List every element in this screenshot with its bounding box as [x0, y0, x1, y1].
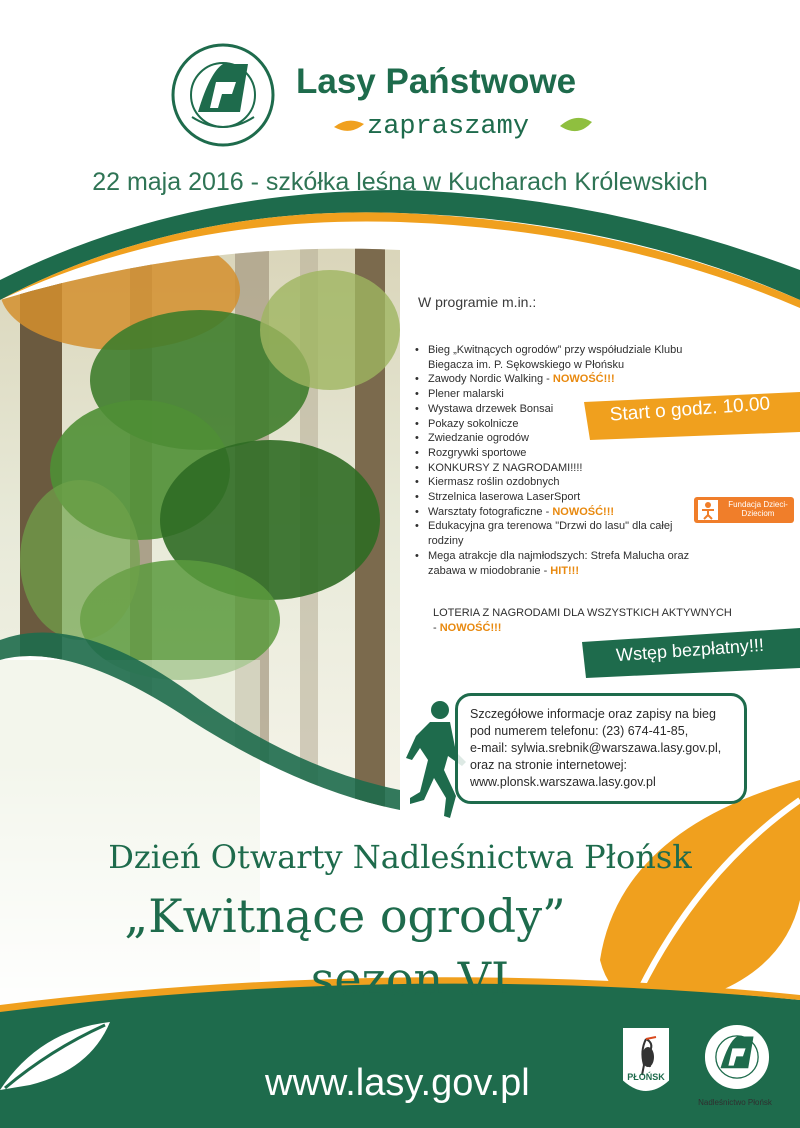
orange-leaf-icon: [332, 118, 366, 136]
info-line: pod numerem telefonu: (23) 674-41-85,: [470, 724, 689, 738]
program-item-tag: NOWOŚĆ!!!: [552, 505, 615, 518]
program-item: [415, 505, 705, 520]
program-item-text: Zawody Nordic Walking -: [428, 373, 553, 386]
program-item-text: Strzelnica laserowa LaserSport: [428, 491, 581, 504]
program-item-tag: HIT!!!: [550, 564, 580, 577]
program-item-text: Wystawa drzewek Bonsai: [428, 402, 554, 415]
website-link[interactable]: www.lasy.gov.pl: [265, 1062, 530, 1104]
program-item-text: Warsztaty fotograficzne -: [428, 505, 553, 518]
main-title: Dzień Otwarty Nadleśnictwa Płońsk: [108, 838, 692, 876]
start-time-label: Start o godz. 10.00: [609, 393, 771, 426]
program-item: [415, 372, 705, 387]
info-line: oraz na stronie internetowej:: [470, 758, 628, 772]
program-item-tag: NOWOŚĆ!!!: [552, 373, 615, 386]
program-item-text: Mega atrakcje dla najmłodszych: Strefa Malucha oraz zabawa w miodobranie -: [428, 549, 690, 577]
tagline: zapraszamy: [367, 112, 530, 142]
fundacja-label: Fundacja Dzieci-Dzieciom: [728, 500, 788, 518]
program-item: [415, 446, 705, 461]
program-item-text: Plener malarski: [428, 388, 504, 401]
program-item-text: Bieg „Kwitnących ogrodów” przy współudziale Klubu Biegacza im. P. Sękowskiego w Płońsku: [428, 344, 683, 371]
info-box: [455, 693, 747, 804]
season-label: sezon VI: [310, 952, 510, 1006]
lasy-panstwowe-logo: [170, 42, 276, 148]
nadlesnictwo-plonsk-crest: [620, 1025, 672, 1103]
info-line: Szczegółowe informacje oraz zapisy na bieg: [470, 707, 716, 721]
program-item-text: Kiermasz roślin ozdobnych: [428, 476, 560, 489]
event-subtitle: „Kwitnące ogrody”: [124, 889, 566, 943]
child-icon: [698, 500, 718, 520]
program-item: [415, 343, 705, 372]
crest-label: PŁOŃSK: [627, 1072, 665, 1082]
program-item-text: Edukacyjna gra terenowa "Drzwi do lasu" dla całej rodziny: [428, 520, 673, 548]
event-date-location: 22 maja 2016 - szkółka leśna w Kucharach Królewskich: [92, 168, 708, 196]
lottery-text: LOTERIA Z NAGRODAMI DLA WSZYSTKICH AKTYWNYCH -: [433, 607, 732, 634]
program-item-text: Rozgrywki sportowe: [428, 446, 527, 459]
program-item: [415, 519, 705, 548]
program-item-text: Zwiedzanie ogrodów: [428, 432, 529, 445]
lasy-panstwowe-footer-logo: [702, 1022, 772, 1092]
program-item: [415, 475, 705, 490]
header-title: Lasy Państwowe: [296, 62, 577, 101]
program-item-text: Pokazy sokolnicze: [428, 417, 519, 430]
green-leaf-icon: [558, 114, 594, 136]
program-list: [415, 343, 705, 578]
program-item: [415, 549, 705, 578]
lottery-new-tag: NOWOŚĆ!!!: [439, 621, 502, 634]
program-item-text: KONKURSY Z NAGRODAMI!!!!: [428, 461, 583, 474]
info-email[interactable]: e-mail: sylwia.srebnik@warszawa.lasy.gov.pl,: [470, 741, 722, 755]
info-website-link[interactable]: www.plonsk.warszawa.lasy.gov.pl: [470, 775, 656, 789]
program-item: [415, 490, 705, 505]
district-caption: Nadleśnictwo Płońsk: [698, 1098, 772, 1107]
program-item: [415, 461, 705, 476]
program-heading: W programie m.in.:: [418, 294, 537, 310]
free-entry-label: Wstęp bezpłatny!!!: [615, 634, 765, 666]
